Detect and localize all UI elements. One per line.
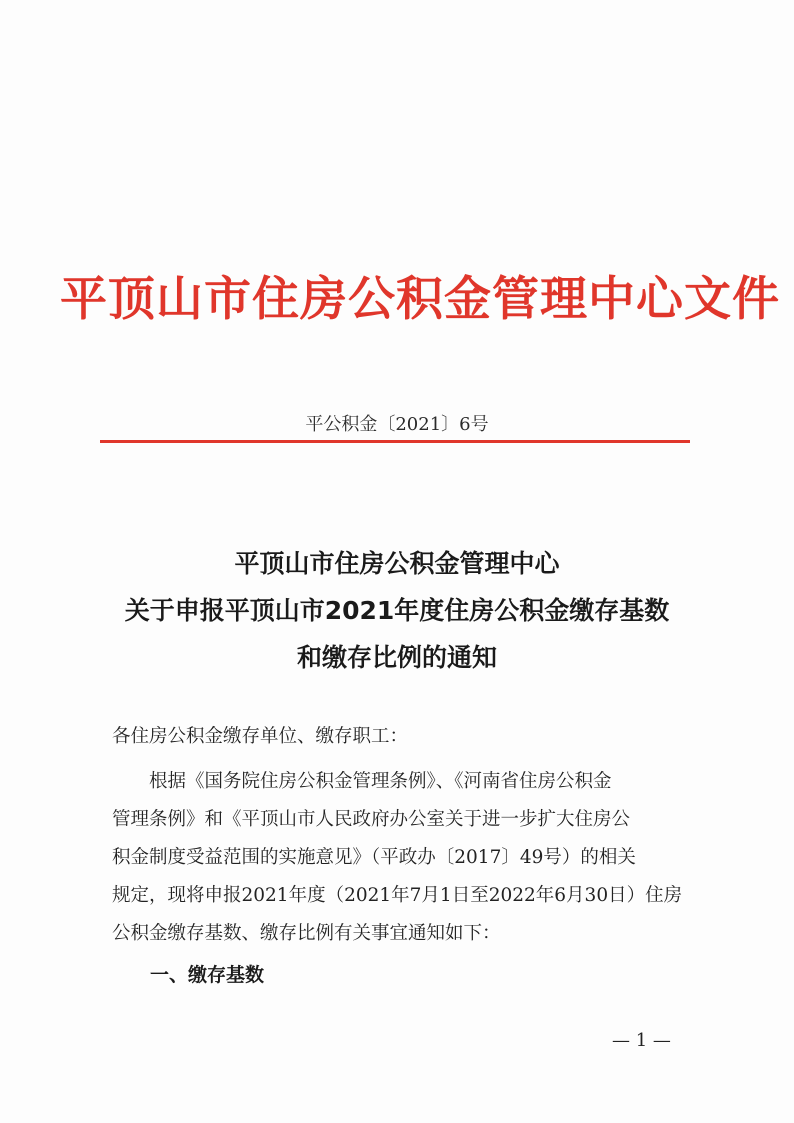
paragraph-line: 规定，现将申报2021年度（2021年7月1日至2022年6月30日）住房 (112, 885, 683, 906)
paragraph-line: 管理条例》和《平顶山市人民政府办公室关于进一步扩大住房公 (112, 809, 631, 830)
paragraph-line: 积金制度受益范围的实施意见》（平政办〔2017〕49号）的相关 (112, 847, 636, 868)
document-header-title: 平顶山市住房公积金管理中心文件 (60, 272, 780, 327)
notice-title-line-1: 平顶山市住房公积金管理中心 (234, 549, 560, 578)
section-heading: 一、缴存基数 (150, 964, 265, 986)
header-divider (100, 440, 690, 443)
notice-title-line-2: 关于申报平顶山市2021年度住房公积金缴存基数 (124, 596, 670, 625)
paragraph-line: 根据《国务院住房公积金管理条例》、《河南省住房公积金 (112, 771, 612, 792)
salutation: 各住房公积金缴存单位、缴存职工： (112, 726, 409, 747)
notice-title-line-3: 和缴存比例的通知 (296, 643, 497, 672)
paragraph-line: 公积金缴存基数、缴存比例有关事宜通知如下： (112, 923, 501, 944)
document-number: 平公积金〔2021〕6号 (305, 414, 489, 435)
page-number: — 1 — (612, 1030, 671, 1051)
